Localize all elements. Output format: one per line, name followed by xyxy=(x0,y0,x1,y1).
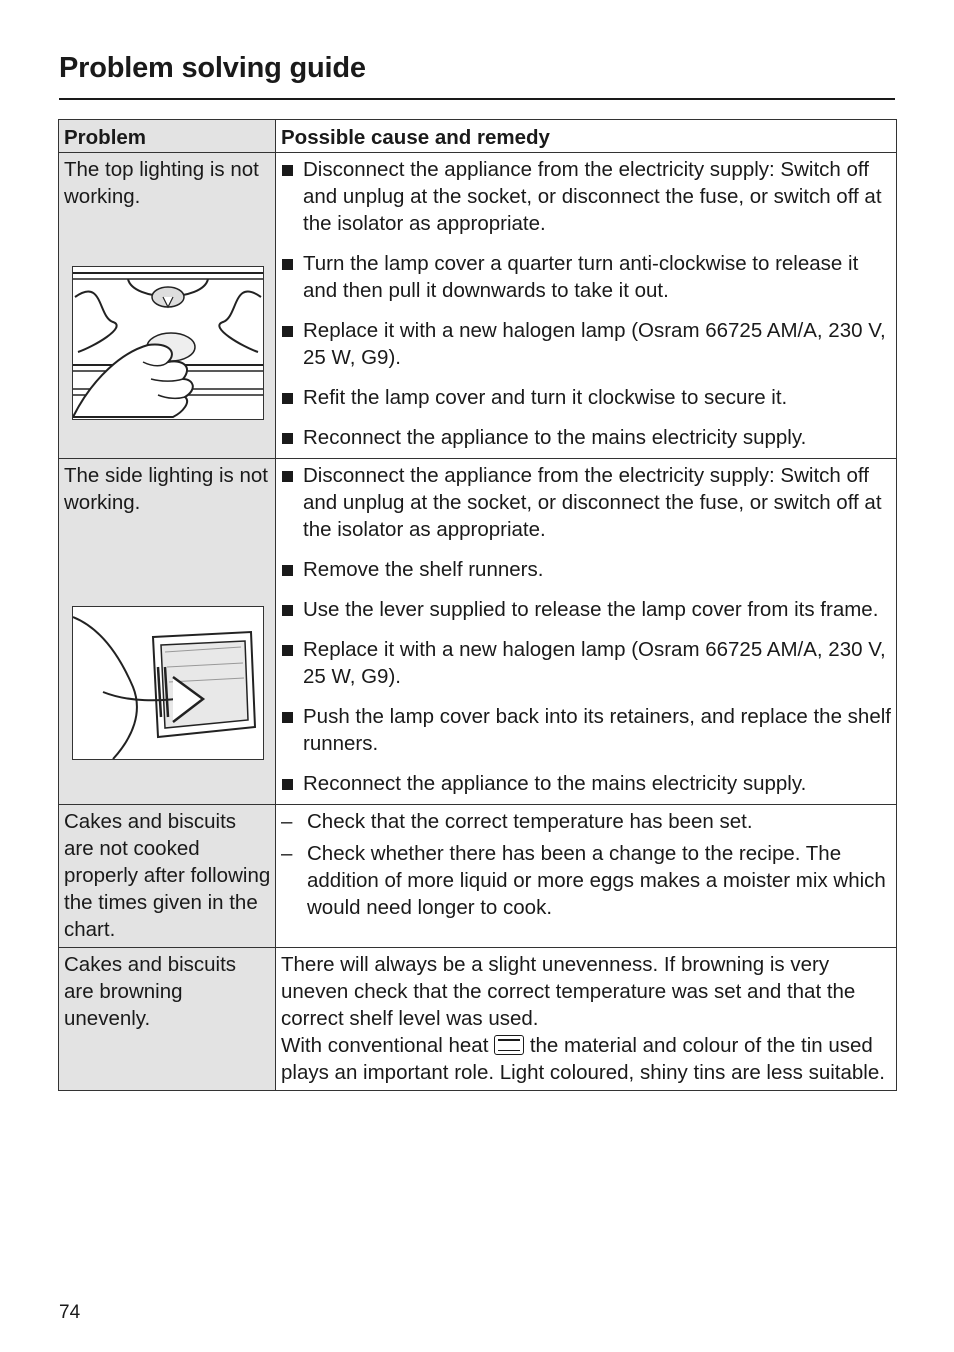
list-item: Remove the shelf runners. xyxy=(281,556,894,583)
table-header-row xyxy=(59,120,897,153)
remedy-cell xyxy=(276,459,897,805)
remedy-cell xyxy=(276,805,897,948)
problem-text: The top lighting is not working. xyxy=(64,158,259,208)
problem-cell xyxy=(59,153,276,459)
problem-cell xyxy=(59,459,276,805)
list-item: Turn the lamp cover a quarter turn anti-clockwise to release it and then pull it downwards to take it out. xyxy=(281,250,894,304)
remedy-cell xyxy=(276,948,897,1091)
remedy-paragraph xyxy=(281,1032,894,1086)
problem-solving-table xyxy=(58,119,897,1091)
list-item: Disconnect the appliance from the electricity supply: Switch off and unplug at the socket, or disconnect the fuse, or switch off at the isolator as appropriate. xyxy=(281,156,894,237)
problem-cell xyxy=(59,805,276,948)
oven-side-lamp-illustration-icon xyxy=(72,606,264,760)
list-item: Reconnect the appliance to the mains electricity supply. xyxy=(281,424,894,451)
table-row xyxy=(59,805,897,948)
problem-cell xyxy=(59,948,276,1091)
list-item: Refit the lamp cover and turn it clockwise to secure it. xyxy=(281,384,894,411)
table-row xyxy=(59,153,897,459)
remedy-paragraph: There will always be a slight unevenness. If browning is very uneven check that the correct temperature was set and that the correct shelf level was used. xyxy=(281,953,856,1030)
remedy-cell xyxy=(276,153,897,459)
title-divider xyxy=(59,98,895,100)
remedy-steps xyxy=(281,462,894,797)
problem-text: Cakes and biscuits are browning unevenly. xyxy=(64,953,237,1030)
list-item: Replace it with a new halogen lamp (Osram 66725 AM/A, 230 V, 25 W, G9). xyxy=(281,636,894,690)
problem-text: Cakes and biscuits are not cooked properly after following the times given in the chart. xyxy=(64,810,271,941)
list-item: – Check that the correct temperature has been set. xyxy=(281,808,894,835)
remedy-steps xyxy=(281,156,894,451)
table-row xyxy=(59,948,897,1091)
problem-text: The side lighting is not working. xyxy=(64,464,268,514)
list-item: Use the lever supplied to release the lamp cover from its frame. xyxy=(281,596,894,623)
remedy-text: With conventional heat xyxy=(281,1034,489,1057)
header-remedy: Possible cause and remedy xyxy=(276,120,897,153)
remedy-text: the material and colour of the tin used plays an important role. Light coloured, shiny tins are less suitable. xyxy=(281,1034,885,1084)
list-item: Push the lamp cover back into its retainers, and replace the shelf runners. xyxy=(281,703,894,757)
conventional-heat-icon xyxy=(494,1035,524,1055)
oven-top-lamp-illustration-icon xyxy=(72,266,264,420)
page-number: 74 xyxy=(59,1302,81,1323)
table-row xyxy=(59,459,897,805)
list-item: Replace it with a new halogen lamp (Osram 66725 AM/A, 230 V, 25 W, G9). xyxy=(281,317,894,371)
list-item: Reconnect the appliance to the mains electricity supply. xyxy=(281,770,894,797)
list-item: – Check whether there has been a change to the recipe. The addition of more liquid or more eggs makes a moister mix which would need longer to cook. xyxy=(281,840,894,921)
page-title: Problem solving guide xyxy=(59,52,366,84)
remedy-checks xyxy=(281,808,894,921)
list-item: Disconnect the appliance from the electricity supply: Switch off and unplug at the socket, or disconnect the fuse, or switch off at the isolator as appropriate. xyxy=(281,462,894,543)
header-problem: Problem xyxy=(59,120,276,153)
